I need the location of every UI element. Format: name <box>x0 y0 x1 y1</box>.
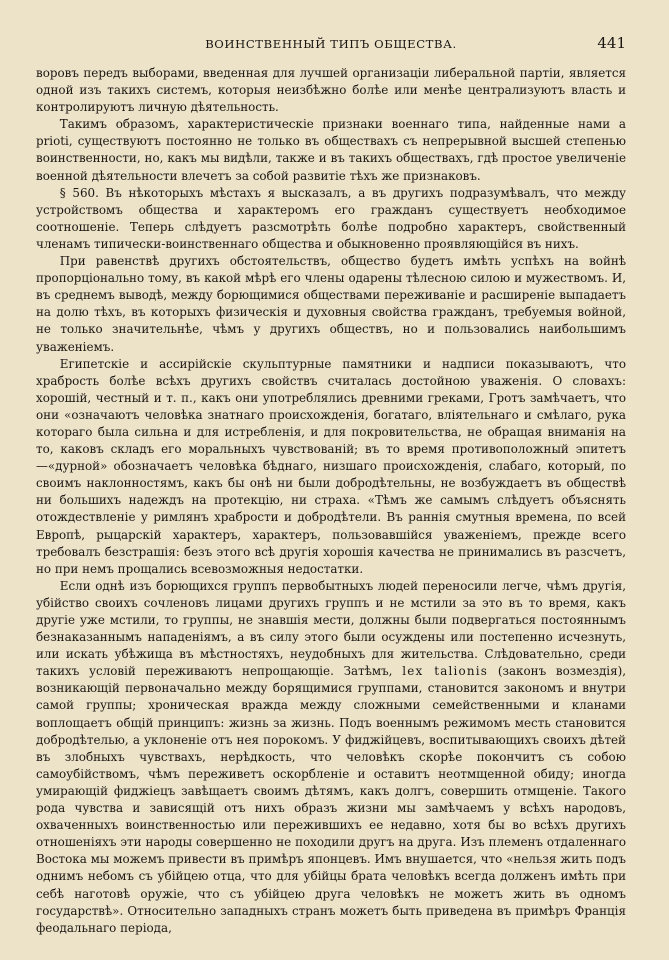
paragraph-6 <box>36 578 626 937</box>
body-text <box>36 65 626 937</box>
running-head: ВОИНСТВЕННЫЙ ТИПЪ ОБЩЕСТВА. <box>205 37 457 51</box>
paragraph-6-part-a: Если однѣ изъ борющихся группъ первобытныхъ людей переносили легче, чѣмъ другія, убійство своихъ сочленовъ лицами другихъ группъ и не мстили за это въ то время, какъ другіе уже мстили, то группы, не знавшія мести, должны были подвергаться постояннымъ безнаказаннымъ нападеніямъ, а въ силу этого были осуждены или постепенно исчезнуть, или искать убѣжища въ мѣстностяхъ, неудобныхъ для жительства. Слѣдовательно, среди такихъ условій переживаютъ непрощающіе. Затѣмъ, <box>36 578 626 679</box>
page-header <box>36 34 626 60</box>
paragraph-2: Такимъ образомъ, характеристическіе признаки военнаго типа, найденные нами а prioti, существуютъ постоянно не только въ обществахъ съ непрерывной высшей степенью воинственности, но, какъ мы видѣли, также и въ такихъ обществахъ, гдѣ простое увеличеніе военной дѣятельности влечетъ за собой развитіе тѣхъ же признаковъ. <box>36 117 626 183</box>
lex-talionis-term: lex talionis <box>402 664 489 679</box>
paragraph-6-part-b: (законъ возмездія), возникающій первоначально между борящимися группами, становится закономъ и внутри самой группы; хроническая вражда между сложными семейственными и кланами воплощаетъ общій принципъ: жизнь за жизнь. Подъ военнымъ режимомъ месть становится добродѣтелью, а уклоненіе отъ нея порокомъ. У фиджійцевъ, воспитывающихъ своихъ дѣтей въ злобныхъ чувствахъ, нерѣдкость, что человѣкъ скорѣе покончитъ съ собою самоубійствомъ, чѣмъ переживетъ оскорбленіе и оставитъ неотмщенной обиду; иногда умирающій фиджіецъ завѣщаетъ своимъ дѣтямъ, какъ долгъ, совершить отмщеніе. Такого рода чувства и зависящій отъ нихъ образъ жизни мы замѣчаемъ у всѣхъ народовъ, охваченныхъ воинственностью или пережившихъ ее недавно, хотя бы во всѣхъ другихъ отношеніяхъ эти народы совершенно не походили другъ на друга. Изъ племенъ отдаленнаго Востока мы можемъ привести въ примѣръ японцевъ. Имъ внушается, что «нельзя жить подъ однимъ небомъ съ убійцею отца, что для убійцы брата человѣкъ всегда долженъ имѣть при себѣ наготовѣ оружіе, что съ убійцею друга человѣкъ не можетъ жить въ одномъ государствѣ». Относительно западныхъ странъ можетъ быть приведена въ примѣръ Франція феодальнаго періода, <box>36 664 627 935</box>
paragraph-1: воровъ передъ выборами, введенная для лучшей организаціи либеральной партіи, является одной изъ такихъ системъ, которыя неизбѣжно болѣе или менѣе централизуютъ власть и контролируютъ личную дѣятельность. <box>36 66 626 115</box>
paragraph-3-section-560: § 560. Въ нѣкоторыхъ мѣстахъ я высказалъ, а въ другихъ подразумѣвалъ, что между устройствомъ общества и характеромъ его гражданъ существуетъ необходимое соотношеніе. Теперь слѣдуетъ разсмотрѣть болѣе подробно характеръ, свойственный членамъ типически-воинственнаго общества и обыкновенно проявляющійся въ нихъ. <box>36 185 626 251</box>
page-number: 441 <box>597 34 626 52</box>
paragraph-5: Египетскіе и ассирійскіе скульптурные памятники и надписи показываютъ, что храбрость болѣе всѣхъ другихъ свойствъ считалась достойною уваженія. О словахъ: хорошій, честный и т. п., какъ они употреблялись древними греками, Гротъ замѣчаетъ, что они «означаютъ человѣка знатнаго происхожденія, богатаго, вліятельнаго и смѣлаго, рука котораго была сильна и для истребленія, и для покровительства, не обращая вниманія на то, каковъ складъ его моральныхъ чувствованій; въ то время противоположный эпитетъ—«дурной» обозначаетъ человѣка бѣднаго, низшаго происхожденія, слабаго, который, по своимъ наклонностямъ, какъ бы онѣ ни были добродѣтельны, не возбуждаетъ въ обществѣ ни большихъ надеждъ на протекцію, ни страха. «Тѣмъ же самымъ слѣдуетъ объяснять отождествленіе у римлянъ храбрости и добродѣтели. Въ раннія смутныя времена, по всей Европѣ, рыцарскій характеръ, характеръ, пользовавшійся уваженіемъ, прежде всего требовалъ безстрашія: безъ этого всѣ другія хорошія качества не принимались въ разсчетъ, но при немъ прощались всевозможныя недостатки. <box>36 356 626 576</box>
paragraph-4: При равенствѣ другихъ обстоятельствъ, общество будетъ имѣть успѣхъ на войнѣ пропорціонально тому, въ какой мѣрѣ его члены одарены тѣлесною силою и мужествомъ. И, въ среднемъ выводѣ, между борющимися обществами переживаніе и расширеніе выпадаетъ на долю тѣхъ, въ которыхъ физическія и духовныя свойства гражданъ, требуемыя войной, не только значительнѣе, чѣмъ у другихъ обществъ, но и пользовались наибольшимъ уваженіемъ. <box>36 254 626 354</box>
